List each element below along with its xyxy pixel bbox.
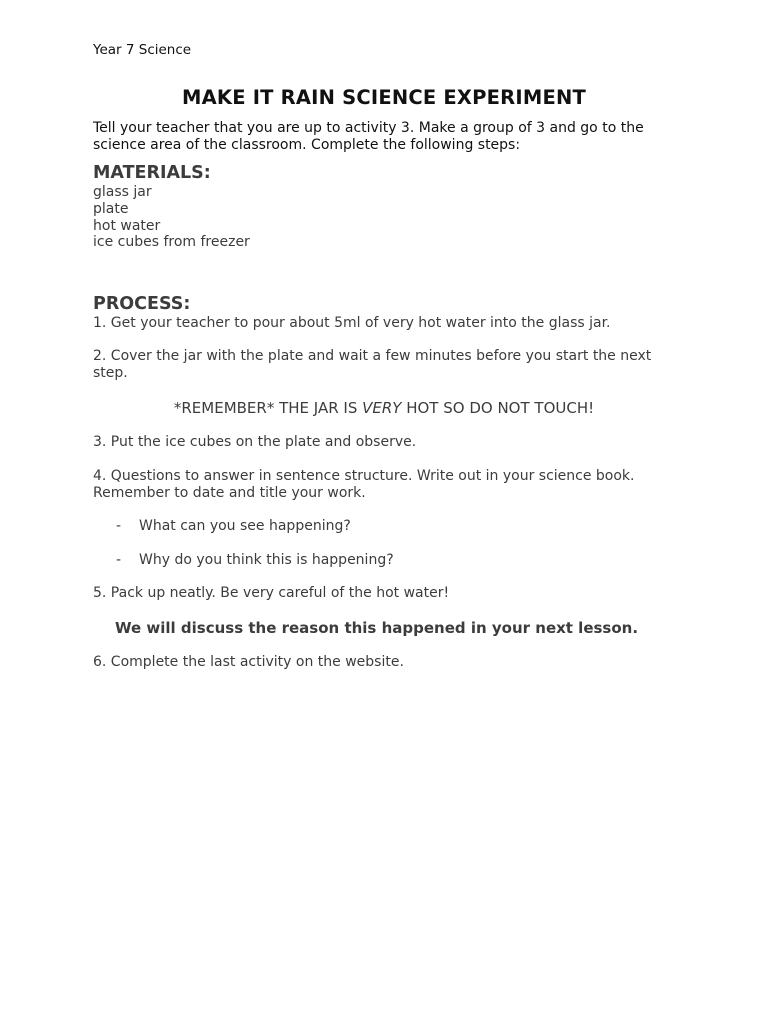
document-title: MAKE IT RAIN SCIENCE EXPERIMENT bbox=[182, 86, 586, 109]
process-step-6: 6. Complete the last activity on the website. bbox=[93, 654, 404, 670]
bullet-marker: - bbox=[116, 552, 122, 568]
materials-heading: MATERIALS: bbox=[93, 163, 211, 183]
question-item bbox=[116, 518, 351, 534]
course-header: Year 7 Science bbox=[93, 42, 192, 58]
materials-item: hot water bbox=[93, 217, 161, 234]
materials-list bbox=[93, 184, 250, 251]
warning-text-start: *REMEMBER* THE JAR IS bbox=[173, 399, 363, 417]
process-step-4: 4. Questions to answer in sentence structure. Write out in your science book. Remember to date and title your work. bbox=[93, 468, 635, 501]
process-step-2: 2. Cover the jar with the plate and wait a few minutes before you start the next step. bbox=[93, 348, 652, 381]
question-item bbox=[116, 552, 394, 568]
question-text: Why do you think this is happening? bbox=[139, 552, 394, 568]
discussion-note: We will discuss the reason this happened in your next lesson. bbox=[115, 619, 639, 637]
process-heading: PROCESS: bbox=[93, 294, 191, 314]
question-text: What can you see happening? bbox=[139, 518, 351, 534]
materials-item: glass jar bbox=[93, 184, 152, 200]
process-step-5: 5. Pack up neatly. Be very careful of the hot water! bbox=[93, 585, 450, 601]
bullet-marker: - bbox=[116, 518, 122, 534]
intro-paragraph: Tell your teacher that you are up to activity 3. Make a group of 3 and go to the science area of the classroom. Complete the following steps: bbox=[93, 120, 644, 153]
materials-item: ice cubes from freezer bbox=[93, 234, 250, 251]
safety-warning bbox=[0, 399, 768, 417]
materials-item: plate bbox=[93, 200, 129, 217]
process-step-3: 3. Put the ice cubes on the plate and observe. bbox=[93, 434, 417, 450]
process-step-1: 1. Get your teacher to pour about 5ml of very hot water into the glass jar. bbox=[93, 315, 611, 331]
warning-text-end: HOT SO DO NOT TOUCH! bbox=[401, 399, 595, 417]
warning-emphasis: VERY bbox=[362, 399, 402, 417]
